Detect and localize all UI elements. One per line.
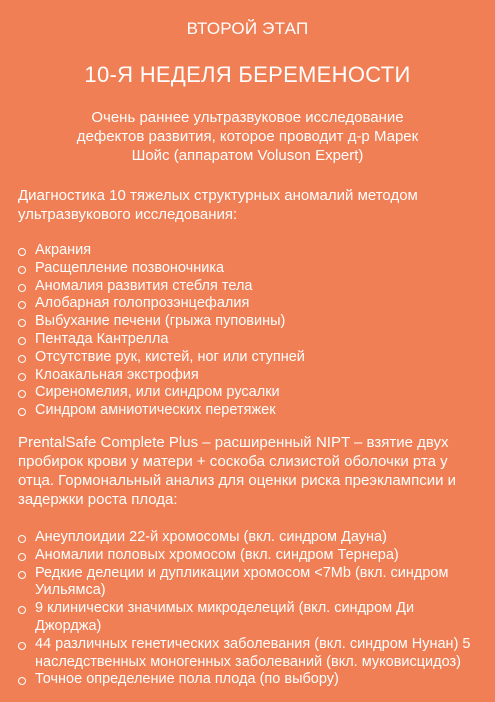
- list-item-text: Сиреномелия, или синдром русалки: [35, 384, 280, 401]
- list-item: [18, 529, 480, 547]
- list-item: [18, 313, 480, 331]
- list-item: [18, 600, 480, 636]
- circle-bullet-icon: [18, 642, 26, 650]
- list-item: [18, 384, 480, 402]
- circle-bullet-icon: [18, 390, 26, 398]
- list-item: [18, 278, 480, 296]
- list-item-text: Выбухание печени (грыжа пуповины): [35, 313, 286, 330]
- circle-bullet-icon: [18, 553, 26, 561]
- circle-bullet-icon: [18, 355, 26, 363]
- ultrasound-intro: Диагностика 10 тяжелых структурных аномалий методом ультразвукового исследования:: [18, 187, 418, 223]
- nipt-test-list: [18, 529, 480, 689]
- list-item-text: Пентада Кантрелла: [35, 330, 169, 347]
- list-item-text: Клоакальная экстрофия: [35, 366, 199, 383]
- nipt-intro: PrentalSafe Complete Plus – расширенный NIPT – взятие двух пробирок крови у матери + соскоба слизистой оболочки рта у отца. Гормональный анализ для оценки риска преэклампсии и задержки роста плода:: [18, 434, 457, 508]
- list-item-text: Точное определение пола плода (по выбору): [35, 671, 339, 688]
- page-title: 10-Я НЕДЕЛЯ БЕРЕМЕНОСТИ: [84, 62, 411, 87]
- list-item: [18, 331, 480, 349]
- circle-bullet-icon: [18, 301, 26, 309]
- list-item: [18, 260, 480, 278]
- list-item-text: Аномалия развития стебля тела: [35, 277, 253, 294]
- list-item: [18, 547, 480, 565]
- list-item: [18, 242, 480, 260]
- stage-label: ВТОРОЙ ЭТАП: [186, 19, 309, 38]
- list-item: [18, 295, 480, 313]
- circle-bullet-icon: [18, 535, 26, 543]
- circle-bullet-icon: [18, 337, 26, 345]
- list-item: [18, 402, 480, 420]
- list-item-text: Редкие делеции и дупликации хромосом <7Mb (вкл. синдром Уильямса): [35, 564, 449, 599]
- ultrasound-anomaly-list: [18, 242, 480, 420]
- list-item: [18, 671, 480, 689]
- circle-bullet-icon: [18, 284, 26, 292]
- list-item: [18, 349, 480, 367]
- list-item: [18, 636, 480, 672]
- circle-bullet-icon: [18, 319, 26, 327]
- circle-bullet-icon: [18, 373, 26, 381]
- circle-bullet-icon: [18, 606, 26, 614]
- list-item-text: Отсутствие рук, кистей, ног или ступней: [35, 348, 305, 365]
- circle-bullet-icon: [18, 266, 26, 274]
- list-item-text: 44 различных генетических заболевания (вкл. синдром Нунан) 5 наследственных моногенных заболеваний (вкл. муковисцидоз): [35, 635, 471, 670]
- circle-bullet-icon: [18, 248, 26, 256]
- list-item: [18, 367, 480, 385]
- list-item-text: Анеуплоидии 22-й хромосомы (вкл. синдром Дауна): [35, 529, 387, 545]
- circle-bullet-icon: [18, 408, 26, 416]
- list-item-text: 9 клинически значимых микроделеций (вкл. синдром Ди Джорджа): [35, 600, 415, 634]
- list-item-text: Синдром амниотических перетяжек: [35, 402, 276, 419]
- circle-bullet-icon: [18, 677, 26, 685]
- list-item-text: Расщепление позвоночника: [35, 259, 225, 276]
- list-item-text: Аномалии половых хромосом (вкл. синдром Тернера): [35, 546, 399, 563]
- page-subtitle: Очень раннее ультразвуковое исследование дефектов развития, которое проводит д-р Марек Шойс (аппаратом Voluson Expert): [76, 109, 419, 164]
- list-item: [18, 565, 480, 601]
- circle-bullet-icon: [18, 571, 26, 579]
- list-item-text: Алобарная голопрозэнцефалия: [35, 295, 250, 312]
- list-item-text: Акрания: [35, 242, 92, 258]
